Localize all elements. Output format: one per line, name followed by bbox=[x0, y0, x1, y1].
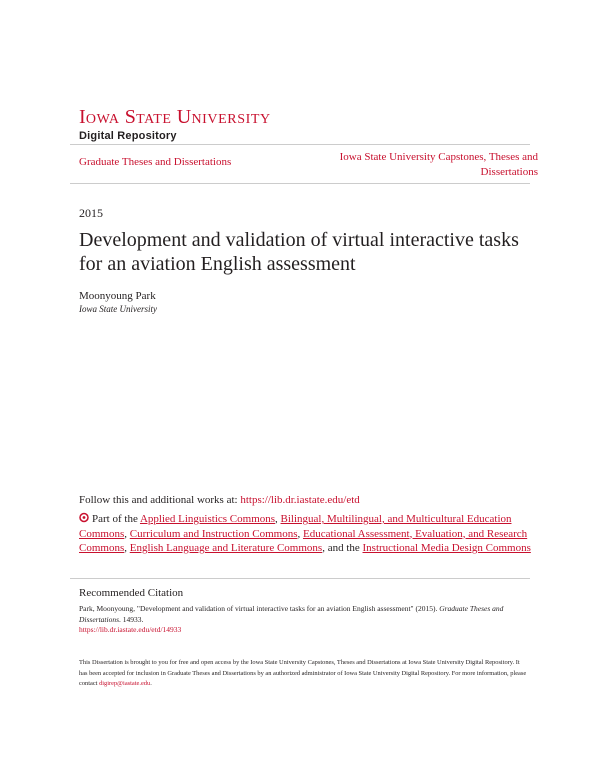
separator: , bbox=[124, 542, 130, 554]
author-affiliation: Iowa State University bbox=[79, 304, 157, 314]
recommended-citation-heading: Recommended Citation bbox=[79, 587, 184, 599]
separator: , and the bbox=[322, 542, 363, 554]
open-access-icon bbox=[79, 512, 89, 523]
separator: , bbox=[275, 513, 281, 525]
part-of-commons bbox=[79, 512, 534, 556]
commons-link-english-language-literature[interactable]: English Language and Literature Commons bbox=[129, 542, 323, 554]
separator: , bbox=[297, 527, 303, 540]
follow-url-link[interactable]: https://lib.dr.iastate.edu/etd bbox=[240, 494, 360, 506]
publication-year: 2015 bbox=[79, 206, 103, 220]
citation-text bbox=[79, 604, 529, 636]
commons-link-educational-assessment[interactable]: Educational Assessment, Evaluation, and Research Commons bbox=[79, 527, 528, 554]
citation-source: Graduate Theses and Dissertations bbox=[79, 604, 504, 624]
commons-link-applied-linguistics[interactable]: Applied Linguistics Commons bbox=[139, 513, 276, 525]
top-divider bbox=[70, 144, 530, 145]
commons-link-bilingual-education[interactable]: Bilingual, Multilingual, and Multicultural Education Commons bbox=[79, 513, 512, 540]
author-name: Moonyoung Park bbox=[79, 290, 156, 302]
commons-link-curriculum-instruction[interactable]: Curriculum and Instruction Commons bbox=[129, 527, 298, 540]
collection-link-left[interactable]: Graduate Theses and Dissertations bbox=[79, 156, 232, 168]
collection-link-right[interactable]: Iowa State University Capstones, Theses and Dissertations bbox=[339, 151, 538, 178]
logo-title: IOWA STATE UNIVERSITY bbox=[79, 106, 271, 128]
disclaimer-text bbox=[79, 658, 529, 690]
part-of-prefix: Part of the bbox=[92, 513, 140, 525]
collections-divider bbox=[70, 183, 530, 184]
isu-logo bbox=[79, 107, 271, 142]
follow-label: Follow this and additional works at: bbox=[79, 494, 241, 506]
disclaimer-end: . bbox=[150, 680, 152, 687]
citation-number: . 14933. bbox=[119, 614, 144, 624]
follow-line bbox=[79, 494, 360, 506]
logo-subtitle: Digital Repository bbox=[79, 130, 177, 142]
commons-link-instructional-media-design[interactable]: Instructional Media Design Commons bbox=[362, 542, 531, 554]
disclaimer-body: This Dissertation is brought to you for free and open access by the Iowa State University Capstones, Theses and Dissertations at Iowa State University Digital Repository. It has been accepted for inclusion in Graduate Theses and Dissertations by an authorized administrator of Iowa State University Digital Repository. For more information, please contact bbox=[79, 659, 527, 687]
contact-email-link[interactable]: digirep@iastate.edu bbox=[99, 680, 151, 687]
citation-divider bbox=[70, 578, 530, 579]
citation-url-link[interactable]: https://lib.dr.iastate.edu/etd/14933 bbox=[79, 625, 182, 634]
paper-title: Development and validation of virtual interactive tasks for an aviation English assessment bbox=[79, 229, 519, 275]
citation-body: Park, Moonyoung, "Development and validation of virtual interactive tasks for an aviation English assessment" (2015). bbox=[79, 604, 440, 613]
separator: , bbox=[124, 527, 130, 540]
